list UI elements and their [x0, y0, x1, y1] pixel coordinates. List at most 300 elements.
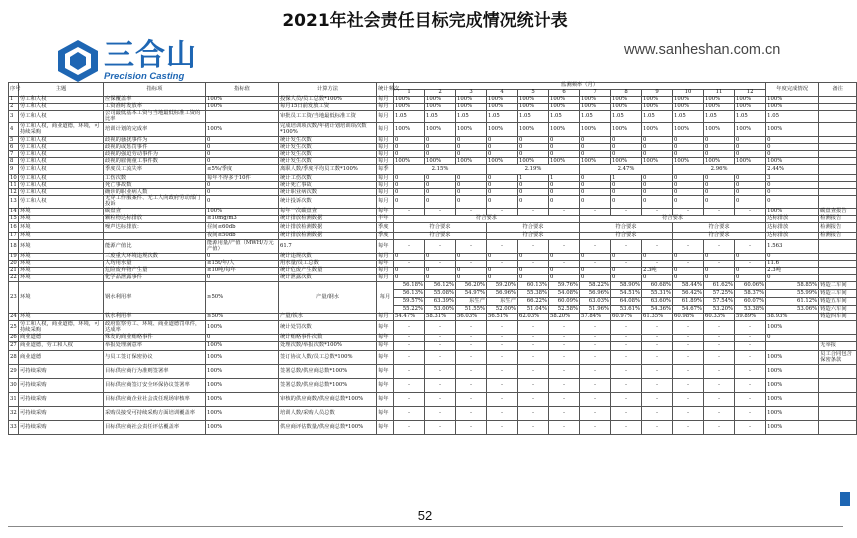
month-value: 0 — [487, 275, 518, 282]
month-value: 100% — [549, 123, 580, 137]
row-target: 每年不得多于10件 — [206, 175, 279, 182]
row-number: 20 — [10, 260, 17, 267]
row-target: ≤15t/年/人 — [206, 261, 279, 268]
table-row — [9, 314, 857, 321]
row-method: 统计死亡事故 — [279, 182, 377, 189]
row-method: 统计投诉次数 — [279, 196, 377, 209]
month-value: 0 — [549, 268, 580, 275]
month-value: 1 — [611, 175, 642, 182]
month-value: - — [549, 240, 580, 254]
month-value: 59.57% — [394, 298, 425, 306]
month-value: - — [735, 407, 766, 421]
month-value: - — [487, 335, 518, 342]
month-value: - — [425, 342, 456, 351]
month-value: 1.05 — [394, 110, 425, 123]
month-value: 1.05 — [549, 110, 580, 123]
month-value: - — [456, 240, 487, 254]
month-value: 0 — [518, 268, 549, 275]
row-method: 统计排放检测数据 — [279, 216, 377, 223]
row-note: 铸造五车间 — [819, 298, 857, 306]
quarter-value: 2.96% — [673, 165, 766, 175]
month-value: 100% — [704, 103, 735, 110]
month-value: 100% — [580, 158, 611, 165]
month-value: - — [704, 379, 735, 393]
month-value: 100% — [611, 103, 642, 110]
row-frequency: 每年 — [377, 351, 394, 365]
month-value: 54.47% — [394, 314, 425, 321]
row-number: 27 — [9, 342, 19, 351]
row-method: 统计工伤次数 — [279, 175, 377, 182]
month-value: - — [456, 261, 487, 268]
month-value: - — [642, 365, 673, 379]
row-topic: 环境 — [19, 240, 104, 254]
header-indicator: 指标项 — [104, 83, 206, 97]
month-value: - — [394, 365, 425, 379]
row-number: 17 — [10, 232, 17, 239]
month-value: 62.03% — [518, 314, 549, 321]
month-value: - — [549, 407, 580, 421]
row-method: 处理次数/举报次数*100% — [279, 342, 377, 351]
month-value: - — [394, 342, 425, 351]
month-value: 东生产 — [456, 298, 487, 306]
row-note — [819, 175, 857, 182]
row-topic: 环境 — [19, 254, 104, 261]
table-row — [9, 282, 857, 290]
month-value: - — [456, 407, 487, 421]
quarter-value: 符合要求 — [673, 233, 766, 240]
row-topic: 劳工和人权 — [19, 165, 104, 175]
row-annual: 100% — [766, 393, 819, 407]
row-note — [819, 96, 857, 103]
row-method: 用水量/员工总数 — [279, 261, 377, 268]
row-frequency: 每月 — [377, 151, 394, 158]
row-annual: 100% — [766, 103, 819, 110]
month-value: 0 — [425, 175, 456, 182]
header-month: 5 — [518, 90, 549, 97]
month-value: 1.05 — [673, 110, 704, 123]
row-topic: 劳工和人权 — [19, 137, 104, 144]
row-annual — [766, 342, 819, 351]
quarter-value: 2.15% — [394, 165, 487, 175]
row-note — [819, 421, 857, 435]
month-value: 0 — [611, 196, 642, 209]
month-value: - — [673, 393, 704, 407]
month-value: - — [580, 335, 611, 342]
row-note: 铸造二车间 — [819, 282, 857, 290]
month-value: - — [611, 321, 642, 335]
header-month: 2 — [425, 90, 456, 97]
row-indicator: 化学品泄露事件 — [104, 275, 206, 282]
month-value: - — [518, 421, 549, 435]
month-value: 100% — [611, 158, 642, 165]
row-topic: 劳工和人权，商业道德，环境，可持续采购 — [19, 123, 104, 137]
month-value: 0 — [704, 151, 735, 158]
row-annual: 0 — [766, 254, 819, 261]
month-value: 0 — [580, 182, 611, 189]
row-note — [819, 393, 857, 407]
month-value: 0 — [425, 268, 456, 275]
month-value: 0 — [394, 196, 425, 209]
month-value: - — [425, 321, 456, 335]
row-number: 11 — [10, 181, 17, 188]
month-value: 0 — [456, 175, 487, 182]
row-target: 100% — [206, 96, 279, 103]
row-method: 61.7 — [279, 240, 377, 254]
quarter-value: 2.19% — [487, 165, 580, 175]
month-value: 0 — [394, 137, 425, 144]
month-value: 0 — [549, 137, 580, 144]
row-topic: 可持续采购 — [19, 421, 104, 435]
month-value: 100% — [735, 96, 766, 103]
half-year-value: 符合要求 — [580, 216, 766, 223]
month-value: 0 — [611, 151, 642, 158]
month-value: - — [673, 261, 704, 268]
row-annual: 0 — [766, 151, 819, 158]
month-value: - — [518, 351, 549, 365]
row-indicator: 危险废弃物产生量 — [104, 268, 206, 275]
row-topic: 可持续采购 — [19, 393, 104, 407]
table-row — [9, 240, 857, 254]
month-value: 54.67% — [673, 306, 704, 314]
month-value: - — [735, 351, 766, 365]
month-value: - — [673, 421, 704, 435]
header-month: 7 — [580, 90, 611, 97]
table-row — [9, 254, 857, 261]
table-row — [9, 216, 857, 223]
row-note — [819, 268, 857, 275]
row-note — [819, 321, 857, 335]
month-value: - — [394, 407, 425, 421]
table-row — [9, 144, 857, 151]
month-value: 100% — [456, 123, 487, 137]
month-value: - — [456, 379, 487, 393]
month-value: 0 — [425, 137, 456, 144]
month-value: - — [735, 335, 766, 342]
month-value: 0 — [456, 275, 487, 282]
row-target: 100% — [206, 421, 279, 435]
month-value: 0 — [549, 151, 580, 158]
row-indicator: 公司最低基本工资与当地最低标准工资的比率 — [104, 110, 206, 123]
month-value: - — [456, 321, 487, 335]
month-value: - — [425, 379, 456, 393]
month-value: 100% — [642, 158, 673, 165]
month-value: - — [580, 393, 611, 407]
row-indicator: 与员工签订保密协议 — [104, 351, 206, 365]
row-topic: 劳工和人权 — [19, 196, 104, 209]
row-frequency: 每月 — [377, 158, 394, 165]
row-target: 0 — [206, 189, 279, 196]
month-value: 0 — [580, 268, 611, 275]
row-note: 检测报告 — [819, 223, 857, 233]
row-number: 9 — [9, 165, 19, 175]
month-value: - — [487, 379, 518, 393]
month-value: - — [611, 379, 642, 393]
row-frequency: 每月 — [377, 144, 394, 151]
month-value: 0 — [394, 182, 425, 189]
month-value: 53.38% — [735, 306, 766, 314]
row-target: 0 — [206, 158, 279, 165]
row-topic: 环境 — [19, 314, 104, 321]
row-annual: 1.563 — [766, 240, 819, 254]
row-target: ≤10mg/m3 — [206, 216, 279, 223]
month-value: 58.90% — [611, 282, 642, 290]
row-annual: 0 — [766, 144, 819, 151]
row-note — [819, 254, 857, 261]
month-value: 0 — [425, 182, 456, 189]
row-note — [819, 365, 857, 379]
month-value: 0 — [394, 144, 425, 151]
row-topic: 可持续采购 — [19, 379, 104, 393]
month-value: - — [394, 261, 425, 268]
month-value: 100% — [642, 103, 673, 110]
row-topic: 环境 — [19, 282, 104, 314]
month-value: 61.35% — [642, 314, 673, 321]
row-target: 0 — [206, 137, 279, 144]
row-topic: 环境 — [19, 223, 104, 233]
row-indicator: 噪声达标排放： — [104, 223, 206, 233]
row-method: 产量/钢水 — [279, 282, 377, 314]
row-frequency: 每年 — [377, 407, 394, 421]
row-annual: 100% — [766, 96, 819, 103]
month-value: 0 — [704, 254, 735, 261]
row-indicator: 政府监察劳工、环境、商业道德罚单件，达成率 — [104, 321, 206, 335]
month-value: - — [425, 407, 456, 421]
row-target: 100% — [206, 351, 279, 365]
table-row — [9, 407, 857, 421]
table-row — [9, 351, 857, 365]
row-annual: 达标排放 — [766, 233, 819, 240]
row-indicator: 目标供应商签订安全环保协议签署率 — [104, 379, 206, 393]
row-target: ≥50% — [206, 314, 279, 321]
row-number: 28 — [9, 351, 19, 365]
month-value: - — [580, 209, 611, 216]
row-frequency: 每年 — [377, 335, 394, 342]
month-value: 1.05 — [487, 110, 518, 123]
row-target: 0 — [206, 275, 279, 282]
month-value: 55.22% — [394, 306, 425, 314]
row-frequency: 每年 — [377, 365, 394, 379]
row-method: 培训人数/采购人员总数 — [279, 407, 377, 421]
footer-divider — [8, 526, 843, 527]
row-annual: 11.6 — [766, 261, 819, 268]
month-value: - — [642, 379, 673, 393]
month-value: 55.38% — [518, 290, 549, 298]
month-value: 100% — [425, 158, 456, 165]
row-annual: 100% — [766, 321, 819, 335]
row-frequency: 每年 — [377, 393, 394, 407]
month-value: - — [611, 365, 642, 379]
row-note — [819, 335, 857, 342]
month-value: 0 — [549, 182, 580, 189]
row-indicator: 季度员工流失率 — [104, 165, 206, 175]
month-value: 54.97% — [456, 290, 487, 298]
row-note — [819, 103, 857, 110]
month-value: 0 — [611, 144, 642, 151]
row-target: 100% — [206, 103, 279, 110]
month-value: 0 — [642, 144, 673, 151]
month-value: - — [487, 365, 518, 379]
row-annual: 2.3吨 — [766, 268, 819, 275]
month-value: 0 — [642, 175, 673, 182]
logo-subtitle: Precision Casting — [104, 71, 185, 82]
month-value: - — [580, 321, 611, 335]
month-value: 61.62% — [704, 282, 735, 290]
month-value: - — [642, 342, 673, 351]
header-topic: 主题 — [19, 83, 104, 97]
row-method: 供应商评估数量/供应商总数*100% — [279, 421, 377, 435]
month-value: 0 — [673, 175, 704, 182]
month-value: - — [549, 342, 580, 351]
month-value: 1.05 — [611, 110, 642, 123]
quarter-value: 2.47% — [580, 165, 673, 175]
row-indicator: 歧视的雇佣童工事件数 — [104, 158, 206, 165]
month-value: 100% — [735, 158, 766, 165]
row-note — [819, 158, 857, 165]
month-value: - — [518, 407, 549, 421]
row-annual: 0 — [766, 335, 819, 342]
summary-table — [8, 82, 857, 435]
row-method: 每年一次碳盘查 — [279, 209, 377, 216]
month-value: 0 — [394, 254, 425, 261]
row-note — [819, 165, 857, 175]
row-frequency: 每年 — [377, 240, 394, 254]
row-note — [819, 407, 857, 421]
row-method: 统计发生次数 — [279, 137, 377, 144]
table-row — [9, 342, 857, 351]
month-value: - — [642, 407, 673, 421]
row-frequency: 季度 — [377, 233, 394, 240]
month-value: - — [425, 351, 456, 365]
header-note: 备注 — [819, 83, 857, 97]
row-note — [819, 189, 857, 196]
row-note: 铸造六车间 — [819, 306, 857, 314]
month-value: 60.09% — [549, 298, 580, 306]
month-value: - — [518, 321, 549, 335]
row-number: 6 — [9, 144, 19, 151]
month-value: 0 — [704, 182, 735, 189]
month-value: 64.08% — [611, 298, 642, 306]
month-value: 56.13% — [394, 290, 425, 298]
row-target: ≤5%/季度 — [206, 165, 279, 175]
month-value: 52.00% — [487, 306, 518, 314]
table-row — [9, 421, 857, 435]
month-value: 0 — [518, 151, 549, 158]
month-value: 55.31% — [642, 290, 673, 298]
row-annual: 0 — [766, 196, 819, 209]
row-method: 离职人数/季度平均员工数*100% — [279, 165, 377, 175]
month-value: 56.18% — [394, 282, 425, 290]
table-row — [9, 233, 857, 240]
header-annual: 年度完成情况 — [766, 83, 819, 97]
month-value: 100% — [394, 158, 425, 165]
row-note — [819, 137, 857, 144]
month-value: - — [580, 407, 611, 421]
month-value: 0 — [580, 137, 611, 144]
month-value: 51.55% — [456, 306, 487, 314]
month-value: - — [456, 365, 487, 379]
row-number: 21 — [10, 267, 17, 274]
month-value: 0 — [456, 196, 487, 209]
month-value: 0 — [735, 144, 766, 151]
row-method: 签订协议人数/员工总数*100% — [279, 351, 377, 365]
month-value: 0 — [456, 189, 487, 196]
row-indicator: 目标供应商行为准则签署率 — [104, 365, 206, 379]
table-row — [9, 379, 857, 393]
month-value: 0 — [549, 254, 580, 261]
table-row — [9, 182, 857, 189]
row-topic: 环境 — [19, 216, 104, 223]
row-topic: 劳工和人权 — [19, 182, 104, 189]
row-annual: 53.06% — [766, 306, 819, 314]
month-value: - — [425, 209, 456, 216]
month-value: 0 — [735, 182, 766, 189]
month-value: 0 — [704, 137, 735, 144]
month-value: 100% — [549, 96, 580, 103]
month-value: 100% — [487, 123, 518, 137]
row-topic: 劳工和人权 — [19, 110, 104, 123]
month-value: - — [549, 421, 580, 435]
month-value: 57.54% — [704, 298, 735, 306]
month-value: - — [549, 321, 580, 335]
month-value: 0 — [673, 275, 704, 282]
company-logo — [54, 38, 214, 84]
row-note: 铸造三车间 — [819, 290, 857, 298]
row-note — [819, 261, 857, 268]
month-value: 56.20% — [456, 282, 487, 290]
month-value: - — [487, 209, 518, 216]
month-value: 66.22% — [518, 298, 549, 306]
month-value: 0 — [642, 137, 673, 144]
month-value: 58.44% — [673, 282, 704, 290]
month-value: - — [611, 342, 642, 351]
row-topic: 劳工和人权，商业道德，环境，可持续采购 — [19, 321, 104, 335]
quarter-value: 符合要求 — [487, 223, 580, 233]
row-frequency: 每年 — [377, 261, 394, 268]
half-year-value: 符合要求 — [394, 216, 580, 223]
row-annual: 0 — [766, 137, 819, 144]
month-value: - — [642, 335, 673, 342]
month-value: 59.89% — [735, 314, 766, 321]
row-target: 夜间≤50db — [206, 233, 279, 240]
row-target: 100% — [206, 365, 279, 379]
row-number: 25 — [9, 321, 19, 335]
month-value: 100% — [518, 158, 549, 165]
month-value: - — [704, 261, 735, 268]
month-value: 100% — [425, 96, 456, 103]
row-annual: 58.93% — [766, 314, 819, 321]
month-value: - — [394, 240, 425, 254]
quarter-value: 符合要求 — [394, 223, 487, 233]
month-value: - — [673, 351, 704, 365]
row-number: 10 — [10, 174, 17, 181]
month-value: 59.20% — [487, 282, 518, 290]
month-value: 1 — [549, 175, 580, 182]
row-number: 1 — [9, 96, 19, 103]
row-note — [819, 110, 857, 123]
row-frequency: 每月 — [377, 268, 394, 275]
row-note: 检测报告 — [819, 233, 857, 240]
month-value: 53.20% — [704, 306, 735, 314]
month-value: - — [611, 351, 642, 365]
table-row — [9, 151, 857, 158]
row-note: 检测报告 — [819, 216, 857, 223]
month-value: - — [642, 209, 673, 216]
month-value: 0 — [642, 275, 673, 282]
month-value: - — [735, 393, 766, 407]
row-method: 统计发生次数 — [279, 151, 377, 158]
row-annual: 100% — [766, 351, 819, 365]
row-annual: 100% — [766, 158, 819, 165]
